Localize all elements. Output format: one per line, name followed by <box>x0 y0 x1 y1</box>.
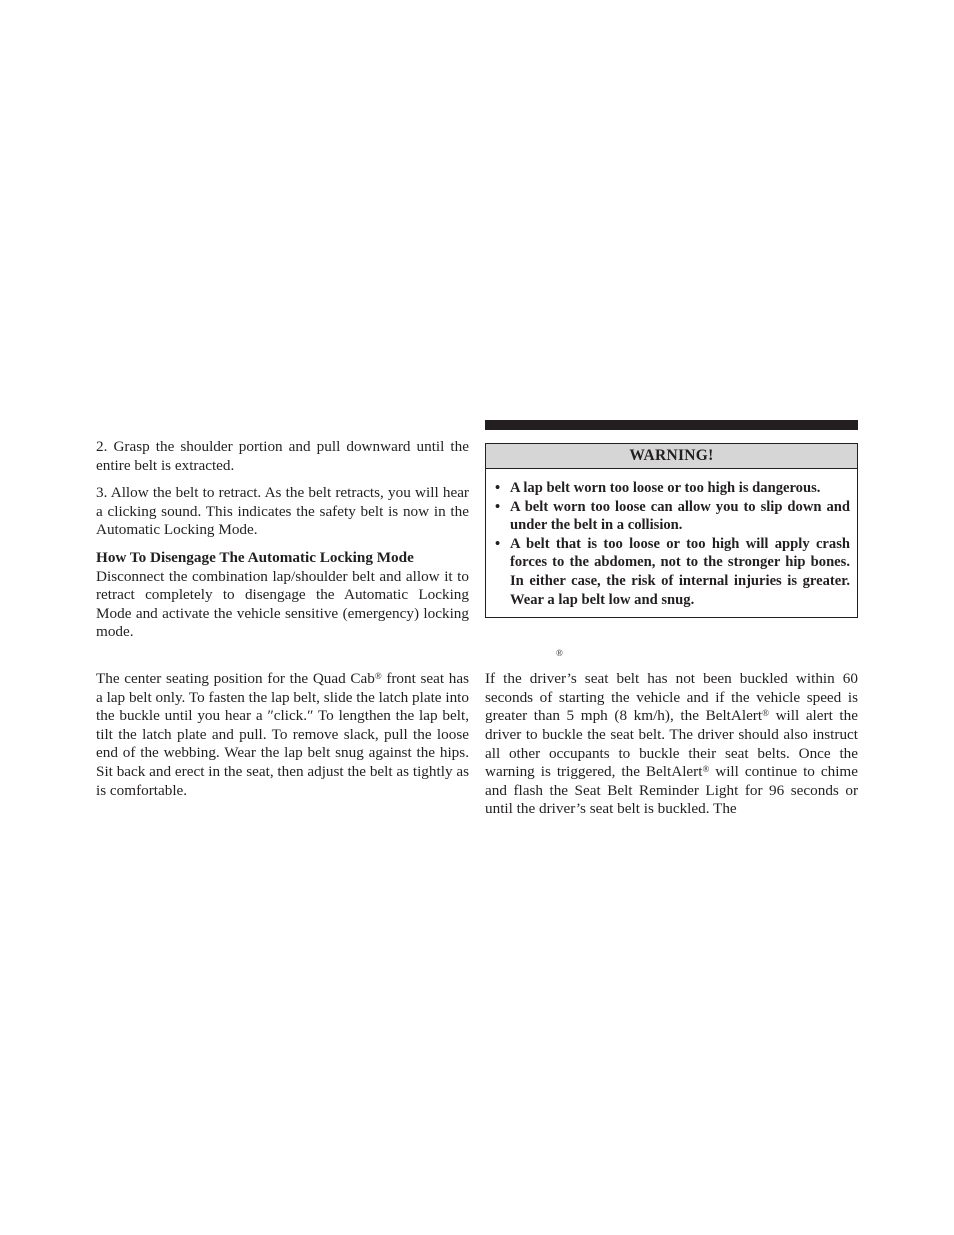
lap-belt-text-1: The center seating position for the Quad Cab <box>96 669 375 687</box>
right-column <box>485 420 858 819</box>
section-rule <box>485 420 858 430</box>
step-2-text: 2. Grasp the shoulder portion and pull downward until the entire belt is extracted. <box>96 438 469 474</box>
warning-item: • A belt worn too loose can allow you to slip down and under the belt in a collision. <box>493 498 850 535</box>
warning-item: • A belt that is too loose or too high will apply crash forces to the abdomen, not to the stronger hip bones. In either case, the risk of internal injuries is greater. Wear a lap belt low and snug. <box>493 535 850 609</box>
warning-title: WARNING! <box>486 444 857 469</box>
warning-box <box>485 443 858 618</box>
section-gap <box>96 642 469 670</box>
beltalert-text-2: will alert the driver to buckle the seat belt. The driver should also instruct all other occupants to buckle their seat belts. Once the warning is triggered, the BeltAlert <box>485 707 858 781</box>
beltalert-paragraph <box>485 670 858 819</box>
beltalert-text-1: If the driver’s seat belt has not been buckled within 60 seconds of starting the vehicle and if the vehicle speed is greater than 5 mph (8 km/h), the BeltAlert <box>485 670 858 725</box>
registered-mark: ® <box>702 764 710 775</box>
lap-belt-paragraph <box>96 670 469 800</box>
step-3-text: 3. Allow the belt to retract. As the belt retracts, you will hear a clicking sound. This indicates the safety belt is now in the Automatic Locking Mode. <box>96 484 469 539</box>
beltalert-text-3: will continue to chime and flash the Seat Belt Reminder Light for 96 seconds or until the driver’s seat belt is buckled. The <box>485 763 858 818</box>
heading-registered-mark: ® <box>556 648 563 659</box>
warning-item: • A lap belt worn too loose or too high is dangerous. <box>493 479 850 498</box>
disengage-paragraph: Disconnect the combination lap/shoulder belt and allow it to retract completely to disengage the Automatic Locking Mode and activate the vehicle sensitive (emergency) locking mode. <box>96 567 469 641</box>
beltalert-heading <box>485 644 858 662</box>
warning-list <box>493 479 850 609</box>
registered-mark: ® <box>374 670 382 681</box>
left-column <box>96 438 469 800</box>
registered-mark: ® <box>762 708 769 719</box>
warning-body <box>486 469 857 617</box>
lap-belt-text-2: front seat has a lap belt only. To fasten the lap belt, slide the latch plate into the buckle until you hear a ″click.″ To lengthen the lap belt, tilt the latch plate and pull. To remove slack, pull the loose end of the webbing. Wear the lap belt snug against the hips. Sit back and erect in the seat, then adjust the belt as tightly as is comfortable. <box>96 669 469 799</box>
disengage-heading: How To Disengage The Automatic Locking Mode <box>96 548 414 566</box>
